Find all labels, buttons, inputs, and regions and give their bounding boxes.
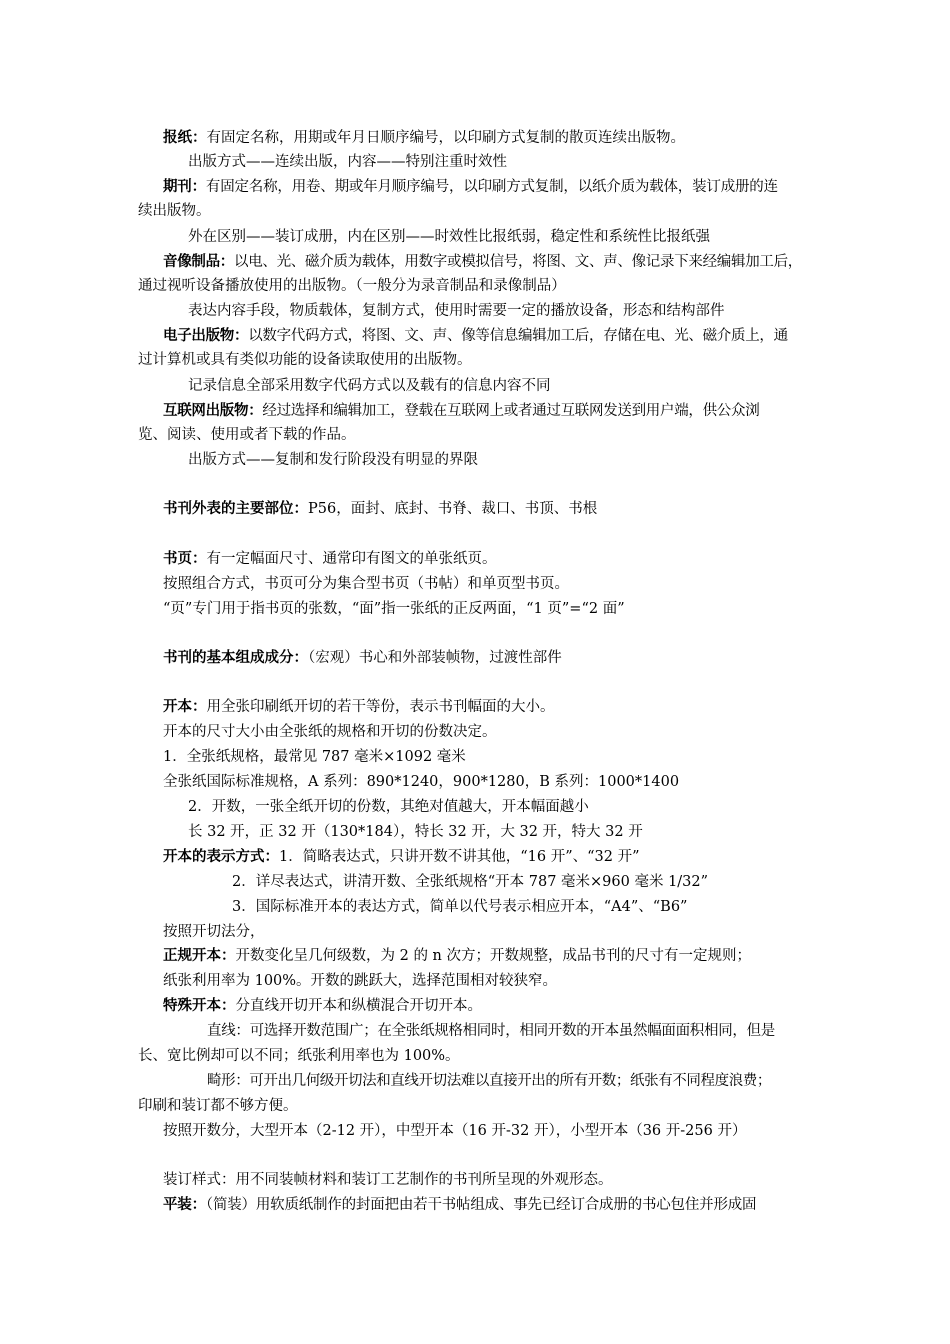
line-text: 纸张利用率为 100%。开数的跳跃大，选择范围相对较狭窄。: [163, 973, 558, 989]
line-text: 开本的尺寸大小由全张纸的规格和开切的份数决定。: [163, 724, 497, 740]
text-line: [138, 1096, 298, 1116]
text-line: [163, 722, 497, 742]
line-text: 有固定名称，用期或年月日顺序编号，以印刷方式复制的散页连续出版物。: [206, 130, 685, 146]
text-line: [232, 872, 708, 892]
text-line: [188, 376, 551, 396]
line-text: 以数字代码方式，将图、文、声、像等信息编辑加工后，存储在电、光、磁介质上，通: [248, 328, 788, 344]
text-line: [188, 797, 589, 817]
text-line: [188, 822, 643, 842]
line-text: 览、阅读、使用或者下载的作品。: [138, 427, 356, 443]
line-text: 1．全张纸规格，最常见 787 毫米×1092 毫米: [163, 749, 466, 765]
line-text: 按照开数分，大型开本（2-12 开），中型开本（16 开-32 开），小型开本（36 开-256 开）: [163, 1123, 747, 1139]
line-text: 过计算机或具有类似功能的设备读取使用的出版物。: [138, 352, 472, 368]
line-text: “页”专门用于指书页的张数，“面”指一张纸的正反两面，“1 页”=“2 面”: [163, 601, 625, 617]
line-text: 经过选择和编辑加工，登载在互联网上或者通过互联网发送到用户端，供公众浏: [262, 403, 760, 419]
line-text: 装订样式：用不同装帧材料和装订工艺制作的书刊所呈现的外观形态。: [163, 1172, 613, 1188]
line-text: 续出版物。: [138, 203, 211, 219]
line-text: 表达内容手段，物质载体，复制方式，使用时需要一定的播放设备，形态和结构部件: [188, 303, 725, 319]
line-text: （宏观）书心和外部装帧物，过渡性部件: [308, 650, 562, 666]
definition-electronic: [163, 326, 788, 346]
line-text: 外在区别——装订成册，内在区别——时效性比报纸弱，稳定性和系统性比报纸强: [188, 229, 710, 245]
line-text: 按照开切法分，: [163, 924, 265, 940]
line-text: 长 32 开，正 32 开（130*184），特长 32 开，大 32 开，特大 32 开: [188, 824, 643, 840]
text-line: [207, 1021, 775, 1041]
definition-book-components: [163, 648, 562, 668]
text-line: [232, 897, 687, 917]
text-line: [163, 1121, 746, 1141]
term-label: 音像制品：: [163, 253, 234, 270]
term-label: 开本的表示方式：: [163, 848, 279, 865]
text-line: [163, 574, 569, 594]
line-text: 1．简略表达式，只讲开数不讲其他，“16 开”、“32 开”: [279, 849, 640, 865]
line-text: 印刷和装订都不够方便。: [138, 1098, 298, 1114]
term-label: 电子出版物：: [163, 327, 249, 344]
line-text: P56，面封、底封、书脊、裁口、书顶、书根: [308, 501, 598, 517]
line-text: 畸形：可开出几何级开切法和直线开切法难以直接开出的所有开数；纸张有不同程度浪费；: [207, 1073, 771, 1089]
line-text: 直线：可选择开数范围广；在全张纸规格相同时，相同开数的开本虽然幅面面积相同，但是: [207, 1023, 775, 1039]
text-line: [163, 922, 265, 942]
line-text: 按照组合方式，书页可分为集合型书页（书帖）和单页型书页。: [163, 576, 569, 592]
text-line: [188, 450, 478, 470]
term-label: 开本：: [163, 698, 207, 715]
text-line: [188, 227, 710, 247]
text-line: [188, 301, 725, 321]
term-label: 书刊外表的主要部位：: [163, 500, 308, 517]
term-label: 平装：: [163, 1196, 206, 1213]
text-line: [163, 971, 557, 991]
definition-newspaper: [163, 128, 685, 148]
text-line: [138, 425, 356, 445]
definition-book-exterior: [163, 499, 597, 519]
definition-regular-format: [163, 946, 751, 966]
text-line: [163, 747, 466, 767]
line-text: 有固定名称，用卷、期或年月顺序编号，以印刷方式复制，以纸介质为载体，装订成册的连: [205, 179, 778, 195]
line-text: 全张纸国际标准规格，A 系列：890*1240，900*1280，B 系列：1000*1400: [163, 774, 680, 790]
line-text: 2．详尽表达式，讲清开数、全张纸规格“开本 787 毫米×960 毫米 1/32”: [232, 874, 709, 890]
text-line: [188, 152, 507, 172]
term-label: 书页：: [163, 550, 207, 567]
definition-page: [163, 549, 497, 569]
definition-special-format: [163, 996, 482, 1016]
term-label: 期刊：: [163, 178, 206, 195]
line-text: 开数变化呈几何级数，为 2 的 n 次方；开数规整，成品书刊的尺寸有一定规则；: [235, 948, 751, 964]
line-text: （简装）用软质纸制作的封面把由若干书帖组成、事先已经订合成册的书心包住并形成固: [205, 1197, 757, 1213]
line-text: 用全张印刷纸开切的若干等份，表示书刊幅面的大小。: [206, 699, 555, 715]
text-line: [163, 1170, 613, 1190]
text-line: [138, 350, 472, 370]
line-text: 有一定幅面尺寸、通常印有图文的单张纸页。: [206, 551, 497, 567]
term-label: 特殊开本：: [163, 997, 236, 1014]
term-label: 报纸：: [163, 129, 207, 146]
definition-periodical: [163, 177, 778, 197]
line-text: 记录信息全部采用数字代码方式以及载有的信息内容不同: [188, 378, 551, 394]
term-label: 互联网出版物：: [163, 402, 263, 419]
term-label: 正规开本：: [163, 947, 236, 964]
text-line: [207, 1071, 771, 1091]
text-line: [163, 599, 625, 619]
definition-internet: [163, 401, 759, 421]
text-line: [138, 201, 211, 221]
line-text: 出版方式——复制和发行阶段没有明显的界限: [188, 452, 478, 468]
definition-format-notation: [163, 847, 640, 867]
line-text: 以电、光、磁介质为载体，用数字或模拟信号，将图、文、声、像记录下来经编辑加工后，: [234, 254, 802, 270]
definition-paperback: [163, 1195, 756, 1215]
text-line: [138, 1046, 460, 1066]
line-text: 2．开数，一张全纸开切的份数，其绝对值越大，开本幅面越小: [188, 799, 589, 815]
line-text: 3．国际标准开本的表达方式，简单以代号表示相应开本，“A4”、“B6”: [232, 899, 688, 915]
definition-format: [163, 697, 555, 717]
text-line: [138, 276, 566, 296]
term-label: 书刊的基本组成成分：: [163, 649, 308, 666]
line-text: 出版方式——连续出版，内容——特别注重时效性: [188, 154, 507, 170]
line-text: 通过视听设备播放使用的出版物。（一般分为录音制品和录像制品）: [138, 278, 566, 294]
definition-audiovisual: [163, 252, 802, 272]
text-line: [163, 772, 679, 792]
line-text: 长、宽比例却可以不同；纸张利用率也为 100%。: [138, 1048, 460, 1064]
line-text: 分直线开切开本和纵横混合开切开本。: [235, 998, 482, 1014]
